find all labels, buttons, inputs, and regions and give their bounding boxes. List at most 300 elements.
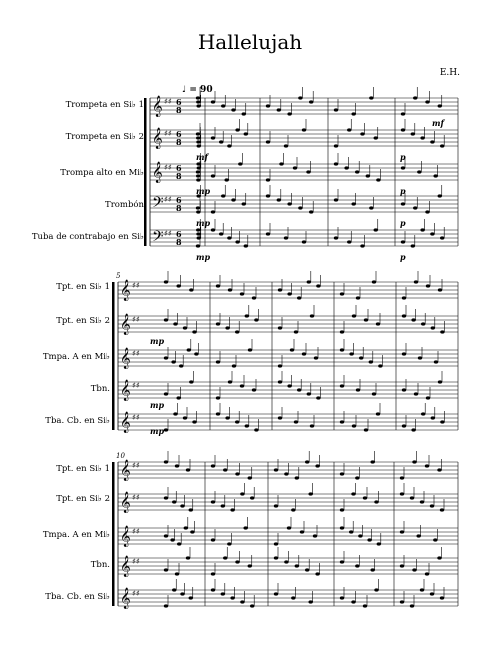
note-head [216,360,220,363]
note-head [164,496,168,499]
note-head [360,244,364,247]
note-head [400,564,404,567]
note-head [287,526,291,529]
note-head [401,202,405,205]
system-bracket [112,462,115,606]
note-head [164,568,168,571]
note-head [297,388,301,391]
note-head [235,420,239,423]
note-head [197,236,201,239]
clef-icon: 𝄞 [120,280,131,301]
note-head [440,420,444,423]
note-head [196,178,200,181]
note-head [278,380,282,383]
note-head [359,356,363,359]
note-head [401,240,405,243]
note-head [242,112,246,115]
note-head [369,206,373,209]
note-head [340,330,344,333]
note-head [254,428,258,431]
note-head [221,194,225,197]
note-head [240,384,244,387]
note-head [308,600,312,603]
note-head [248,476,252,479]
note-head [340,420,344,423]
note-head [305,460,309,463]
note-head [411,244,415,247]
label-s3-trumpet1: Tpt. en Si♭ 1 [56,464,110,474]
note-head [305,568,309,571]
note-head [228,288,232,291]
key-signature: ♯♯ [132,589,140,598]
note-head [401,128,405,131]
note-head [310,314,314,317]
note-head [298,96,302,99]
note-head [438,194,442,197]
note-head [245,314,249,317]
note-head [401,166,405,169]
note-head [211,464,215,467]
note-head [434,360,438,363]
key-signature: ♯♯ [132,493,140,502]
note-head [278,288,282,291]
note-head [240,600,244,603]
note-head [164,356,168,359]
note-head [274,504,278,507]
label-s1-horn: Trompa alto en Mi♭ [60,168,144,178]
note-head [372,392,376,395]
note-head [279,162,283,165]
note-head [189,288,193,291]
note-head [315,464,319,467]
dynamic-marking: mf [432,118,444,128]
note-head [340,508,344,511]
note-head [232,364,236,367]
note-head [413,206,417,209]
note-head [310,424,314,427]
note-head [231,108,235,111]
note-head [235,472,239,475]
note-head [372,280,376,283]
note-head [240,292,244,295]
clef-icon: 𝄞 [120,380,131,401]
note-head [284,560,288,563]
clef-icon: 𝄞 [120,492,131,513]
dynamic-marking: mp [196,252,211,262]
note-head [360,132,364,135]
clef-icon: 𝄞 [120,460,131,481]
note-head [425,572,429,575]
note-head [295,564,299,567]
note-head [420,136,424,139]
note-head [374,136,378,139]
note-head [295,476,299,479]
note-head [430,232,434,235]
note-head [356,296,360,299]
dynamic-marking: mp [196,186,211,196]
note-head [164,428,168,431]
note-head [314,356,318,359]
key-signature: ♯♯ [132,461,140,470]
note-head [189,596,193,599]
clef-icon: 𝄞 [152,128,163,149]
key-signature: ♯♯ [132,557,140,566]
label-s3-trumpet2: Tpt. en Si♭ 2 [56,494,110,504]
key-signature: ♯♯ [132,315,140,324]
note-head [334,108,338,111]
note-head [196,170,200,173]
note-head [173,412,177,415]
note-head [223,556,227,559]
note-head [344,166,348,169]
note-head [402,352,406,355]
note-head [196,232,200,235]
note-head [197,144,201,147]
dynamic-marking: mp [196,218,211,228]
key-signature: ♯♯ [164,229,172,238]
note-head [266,104,270,107]
note-head [284,236,288,239]
note-head [347,240,351,243]
note-head [196,136,200,139]
note-head [340,560,344,563]
note-head [334,144,338,147]
note-head [302,128,306,131]
note-head [351,202,355,205]
note-head [171,360,175,363]
note-head [370,568,374,571]
note-head [187,348,191,351]
note-head [300,530,304,533]
note-head [377,542,381,545]
note-head [363,496,367,499]
label-s1-trombone: Trombón [105,200,144,210]
note-head [425,464,429,467]
note-head [244,132,248,135]
note-head [425,100,429,103]
note-head [306,170,310,173]
note-head [376,322,380,325]
clef-icon: 𝄞 [152,162,163,183]
note-head [411,318,415,321]
note-head [440,508,444,511]
note-head [349,530,353,533]
note-head [291,596,295,599]
note-head [221,504,225,507]
label-s2-trombone: Tbn. [90,384,110,394]
note-head [211,538,215,541]
label-s1-tuba: Tuba de contrabajo en Si♭ [31,232,144,242]
note-head [291,508,295,511]
note-head [176,396,180,399]
note-head [425,210,429,213]
note-head [266,178,270,181]
note-head [430,504,434,507]
note-head [250,604,254,607]
note-head [227,236,231,239]
note-head [400,492,404,495]
note-head [230,596,234,599]
note-head [440,596,444,599]
note-head [440,330,444,333]
key-signature: ♯♯ [132,381,140,390]
notes-layer [150,87,445,608]
note-head [216,284,220,287]
note-head [402,314,406,317]
note-head [364,428,368,431]
time-signature-top: 6 [176,229,182,239]
note-head [347,128,351,131]
note-head [266,232,270,235]
measure-number-5: 5 [116,272,121,280]
note-head [315,572,319,575]
note-head [411,428,415,431]
note-head [235,240,239,243]
note-head [411,132,415,135]
note-head [417,170,421,173]
note-head [356,388,360,391]
note-head [225,416,229,419]
note-head [238,162,242,165]
note-head [278,364,282,367]
note-head [298,206,302,209]
score-title: Hallelujah [197,30,303,54]
note-head [196,210,200,213]
note-head [277,108,281,111]
note-head [410,496,414,499]
note-head [278,416,282,419]
note-head [287,292,291,295]
note-head [186,556,190,559]
note-head [438,380,442,383]
label-s1-trumpet2: Trompeta en Si♭ 2 [65,132,144,142]
note-head [211,100,215,103]
note-head [334,198,338,201]
note-head [250,496,254,499]
note-head [370,460,374,463]
note-head [290,348,294,351]
note-head [189,508,193,511]
clef-icon: 𝄞 [120,526,131,547]
note-head [196,228,200,231]
note-head [352,314,356,317]
time-signature-bottom: 8 [176,203,182,213]
note-head [340,526,344,529]
note-head [426,396,430,399]
note-head [430,592,434,595]
note-head [340,596,344,599]
system-bracket [112,282,115,430]
note-head [358,534,362,537]
note-head [179,364,183,367]
key-signature: ♯♯ [164,97,172,106]
note-head [376,412,380,415]
note-head [227,542,231,545]
note-head [287,202,291,205]
note-head [252,296,256,299]
note-head [277,198,281,201]
note-head [413,96,417,99]
note-head [235,560,239,563]
note-head [221,104,225,107]
note-head [297,296,301,299]
note-head [274,542,278,545]
note-head [176,284,180,287]
time-signature-bottom: 8 [176,171,182,181]
note-head [219,232,223,235]
note-head [351,112,355,115]
note-head [248,564,252,567]
time-signature-bottom: 8 [176,105,182,115]
note-head [367,538,371,541]
dynamic-marking: p [400,186,406,196]
label-s3-trombone: Tbn. [90,560,110,570]
note-head [316,284,320,287]
clef-icon: 𝄞 [120,314,131,335]
clef-icon: 𝄞 [120,412,131,433]
note-head [430,140,434,143]
note-head [340,348,344,351]
note-head [172,500,176,503]
note-head [192,420,196,423]
note-head [240,492,244,495]
note-head [224,178,228,181]
note-head [309,100,313,103]
note-head [340,384,344,387]
note-head [420,588,424,591]
note-head [412,568,416,571]
key-signature: ♯♯ [164,163,172,172]
note-head [183,326,187,329]
note-head [402,424,406,427]
note-head [287,384,291,387]
note-head [192,330,196,333]
note-head [248,348,252,351]
label-s2-tuba: Tba. Cb. en Si♭ [45,416,110,426]
note-head [211,136,215,139]
dynamic-marking: p [400,152,406,162]
key-signature: ♯♯ [164,129,172,138]
label-s2-trumpet1: Tpt. en Si♭ 1 [56,282,110,292]
note-head [352,424,356,427]
note-head [433,174,437,177]
clef-icon: 𝄢 [152,228,164,249]
note-head [307,280,311,283]
note-head [400,476,404,479]
key-signature: ♯♯ [132,527,140,536]
note-head [418,356,422,359]
note-head [221,592,225,595]
note-head [196,96,200,99]
note-head [170,538,174,541]
note-head [313,534,317,537]
note-head [219,140,223,143]
note-head [216,322,220,325]
note-head [302,352,306,355]
note-head [410,604,414,607]
note-head [173,322,177,325]
note-head [440,144,444,147]
note-head [196,162,200,165]
note-head [194,352,198,355]
note-head [294,420,298,423]
key-signature: ♯♯ [132,281,140,290]
note-head [223,468,227,471]
note-head [225,326,229,329]
note-head [364,318,368,321]
note-head [196,140,200,143]
note-head [189,380,193,383]
note-head [402,388,406,391]
system-bracket [144,98,147,246]
note-head [374,588,378,591]
key-signature: ♯♯ [132,413,140,422]
note-head [197,166,201,169]
note-head [437,556,441,559]
note-head [374,500,378,503]
note-head [175,464,179,467]
dynamic-marking: p [400,218,406,228]
label-s2-trumpet2: Tpt. en Si♭ 2 [56,316,110,326]
note-head [252,388,256,391]
note-head [196,104,200,107]
note-head [228,380,232,383]
note-head [211,174,215,177]
note-head [400,600,404,603]
dynamic-marking: mf [196,152,208,162]
measure-number-10: 10 [116,452,125,460]
note-head [420,500,424,503]
note-head [227,144,231,147]
note-head [421,412,425,415]
note-head [438,104,442,107]
time-signature-top: 6 [176,97,182,107]
note-head [334,162,338,165]
note-head [184,526,188,529]
note-head [400,530,404,533]
note-head [363,604,367,607]
time-signature-bottom: 8 [176,237,182,247]
note-head [351,600,355,603]
note-head [235,128,239,131]
time-signature-top: 6 [176,129,182,139]
dynamic-marking: p [400,252,406,262]
note-head [196,244,200,247]
note-head [416,534,420,537]
note-head [308,492,312,495]
note-head [431,326,435,329]
note-head [175,572,179,575]
note-head [186,468,190,471]
note-head [278,326,282,329]
note-head [164,318,168,321]
note-head [164,392,168,395]
note-head [309,210,313,213]
note-head [366,174,370,177]
note-head [355,476,359,479]
note-head [378,364,382,367]
note-head [196,206,200,209]
note-head [211,228,215,231]
note-head [164,534,168,537]
clef-icon: 𝄞 [120,588,131,609]
note-head [369,96,373,99]
note-head [177,542,181,545]
tempo-marking: ♩ = 90 [182,85,213,95]
note-head [307,392,311,395]
label-s2-horn: Tmpa. A en Mi♭ [42,352,110,362]
note-head [266,140,270,143]
